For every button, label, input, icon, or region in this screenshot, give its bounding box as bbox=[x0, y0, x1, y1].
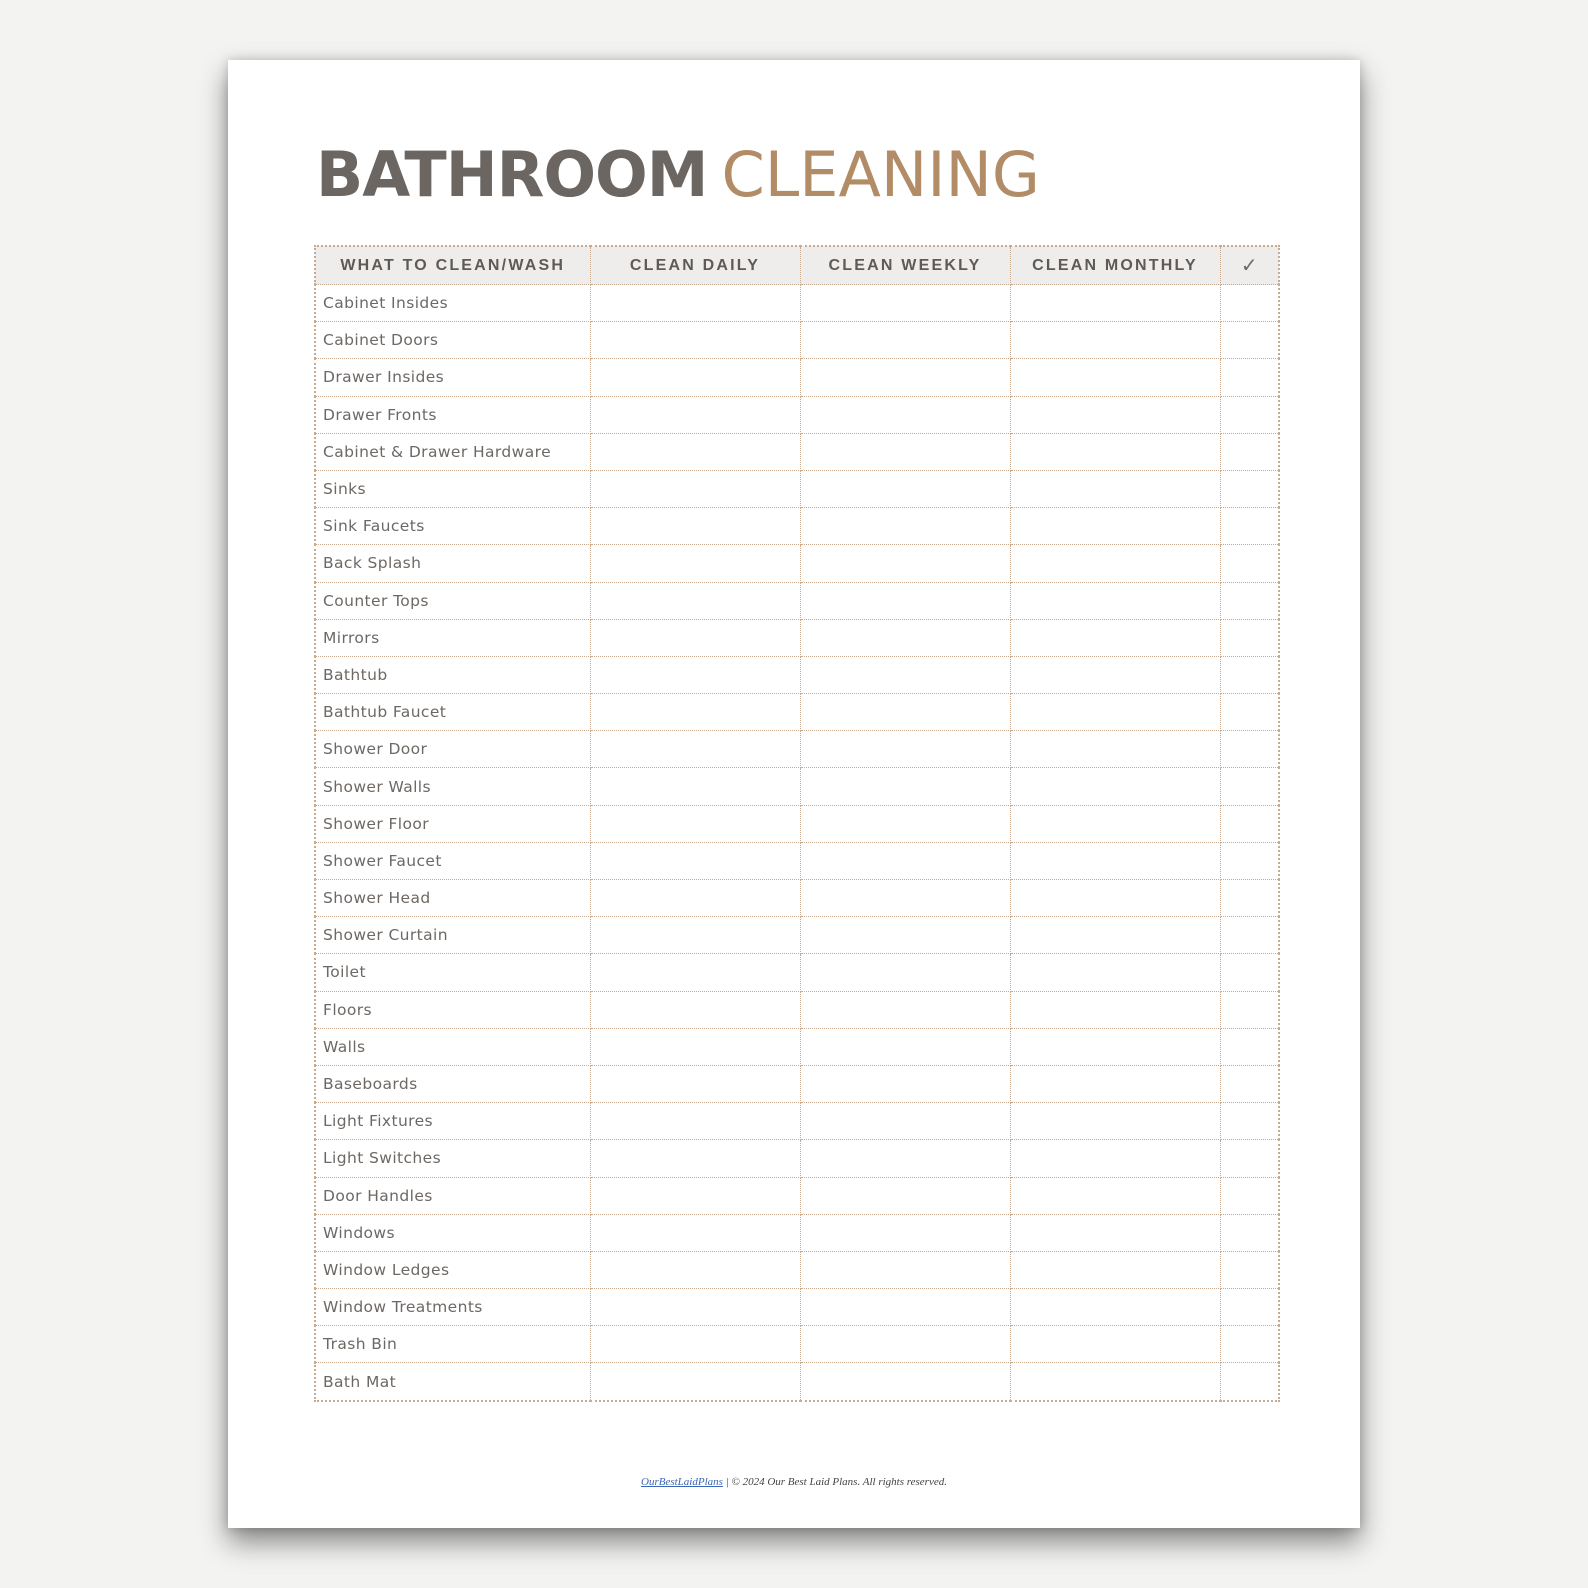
table-row bbox=[315, 508, 1279, 545]
row-item-label: Shower Faucet bbox=[315, 842, 590, 879]
monthly-cell[interactable] bbox=[1010, 917, 1220, 954]
row-item-label: Back Splash bbox=[315, 545, 590, 582]
check-cell[interactable] bbox=[1220, 731, 1279, 768]
table-row bbox=[315, 1177, 1279, 1214]
check-cell[interactable] bbox=[1220, 1363, 1279, 1401]
weekly-cell[interactable] bbox=[800, 1363, 1010, 1401]
daily-cell[interactable] bbox=[590, 1028, 800, 1065]
daily-cell[interactable] bbox=[590, 1065, 800, 1102]
check-cell[interactable] bbox=[1220, 433, 1279, 470]
weekly-cell[interactable] bbox=[800, 656, 1010, 693]
monthly-cell[interactable] bbox=[1010, 1140, 1220, 1177]
row-item-label: Door Handles bbox=[315, 1177, 590, 1214]
monthly-cell[interactable] bbox=[1010, 1103, 1220, 1140]
monthly-cell[interactable] bbox=[1010, 285, 1220, 322]
monthly-cell[interactable] bbox=[1010, 470, 1220, 507]
check-cell[interactable] bbox=[1220, 1140, 1279, 1177]
row-item-label: Window Ledges bbox=[315, 1251, 590, 1288]
title-word-cleaning: CLEANING bbox=[721, 138, 1040, 211]
weekly-cell[interactable] bbox=[800, 917, 1010, 954]
daily-cell[interactable] bbox=[590, 805, 800, 842]
weekly-cell[interactable] bbox=[800, 768, 1010, 805]
daily-cell[interactable] bbox=[590, 1363, 800, 1401]
check-cell[interactable] bbox=[1220, 1289, 1279, 1326]
daily-cell[interactable] bbox=[590, 433, 800, 470]
row-item-label: Cabinet Insides bbox=[315, 285, 590, 322]
monthly-cell[interactable] bbox=[1010, 805, 1220, 842]
check-cell[interactable] bbox=[1220, 359, 1279, 396]
daily-cell[interactable] bbox=[590, 917, 800, 954]
weekly-cell[interactable] bbox=[800, 1251, 1010, 1288]
table-row bbox=[315, 731, 1279, 768]
row-item-label: Shower Walls bbox=[315, 768, 590, 805]
monthly-cell[interactable] bbox=[1010, 842, 1220, 879]
weekly-cell[interactable] bbox=[800, 470, 1010, 507]
table-row bbox=[315, 656, 1279, 693]
table-body bbox=[315, 285, 1279, 1401]
weekly-cell[interactable] bbox=[800, 396, 1010, 433]
monthly-cell[interactable] bbox=[1010, 1251, 1220, 1288]
row-item-label: Bath Mat bbox=[315, 1363, 590, 1401]
check-cell[interactable] bbox=[1220, 880, 1279, 917]
row-item-label: Window Treatments bbox=[315, 1289, 590, 1326]
check-cell[interactable] bbox=[1220, 805, 1279, 842]
header-checkmark-icon: ✓ bbox=[1220, 246, 1279, 285]
row-item-label: Sinks bbox=[315, 470, 590, 507]
check-cell[interactable] bbox=[1220, 1214, 1279, 1251]
table-row bbox=[315, 322, 1279, 359]
weekly-cell[interactable] bbox=[800, 842, 1010, 879]
table-row bbox=[315, 1140, 1279, 1177]
check-cell[interactable] bbox=[1220, 842, 1279, 879]
check-cell[interactable] bbox=[1220, 470, 1279, 507]
weekly-cell[interactable] bbox=[800, 582, 1010, 619]
table-row bbox=[315, 359, 1279, 396]
daily-cell[interactable] bbox=[590, 582, 800, 619]
check-cell[interactable] bbox=[1220, 694, 1279, 731]
table-row bbox=[315, 1363, 1279, 1401]
weekly-cell[interactable] bbox=[800, 954, 1010, 991]
row-item-label: Light Switches bbox=[315, 1140, 590, 1177]
row-item-label: Floors bbox=[315, 991, 590, 1028]
weekly-cell[interactable] bbox=[800, 508, 1010, 545]
daily-cell[interactable] bbox=[590, 1214, 800, 1251]
weekly-cell[interactable] bbox=[800, 880, 1010, 917]
table-row bbox=[315, 285, 1279, 322]
table-row bbox=[315, 805, 1279, 842]
table-row bbox=[315, 842, 1279, 879]
check-cell[interactable] bbox=[1220, 768, 1279, 805]
weekly-cell[interactable] bbox=[800, 991, 1010, 1028]
check-cell[interactable] bbox=[1220, 1103, 1279, 1140]
daily-cell[interactable] bbox=[590, 508, 800, 545]
monthly-cell[interactable] bbox=[1010, 656, 1220, 693]
footer-separator: | © bbox=[722, 1476, 743, 1488]
row-item-label: Walls bbox=[315, 1028, 590, 1065]
check-cell[interactable] bbox=[1220, 285, 1279, 322]
daily-cell[interactable] bbox=[590, 1251, 800, 1288]
monthly-cell[interactable] bbox=[1010, 545, 1220, 582]
check-cell[interactable] bbox=[1220, 954, 1279, 991]
weekly-cell[interactable] bbox=[800, 433, 1010, 470]
daily-cell[interactable] bbox=[590, 619, 800, 656]
table-row bbox=[315, 991, 1279, 1028]
monthly-cell[interactable] bbox=[1010, 880, 1220, 917]
monthly-cell[interactable] bbox=[1010, 1326, 1220, 1363]
daily-cell[interactable] bbox=[590, 359, 800, 396]
weekly-cell[interactable] bbox=[800, 731, 1010, 768]
table-row bbox=[315, 1065, 1279, 1102]
monthly-cell[interactable] bbox=[1010, 1289, 1220, 1326]
row-item-label: Drawer Fronts bbox=[315, 396, 590, 433]
row-item-label: Cabinet & Drawer Hardware bbox=[315, 433, 590, 470]
table-row bbox=[315, 545, 1279, 582]
weekly-cell[interactable] bbox=[800, 1289, 1010, 1326]
row-item-label: Shower Floor bbox=[315, 805, 590, 842]
monthly-cell[interactable] bbox=[1010, 396, 1220, 433]
weekly-cell[interactable] bbox=[800, 1028, 1010, 1065]
daily-cell[interactable] bbox=[590, 768, 800, 805]
header-clean-daily: CLEAN DAILY bbox=[590, 246, 800, 285]
daily-cell[interactable] bbox=[590, 322, 800, 359]
table-header-row bbox=[315, 246, 1279, 285]
header-what-to-clean: WHAT TO CLEAN/WASH bbox=[315, 246, 590, 285]
daily-cell[interactable] bbox=[590, 694, 800, 731]
weekly-cell[interactable] bbox=[800, 545, 1010, 582]
table-row bbox=[315, 470, 1279, 507]
row-item-label: Shower Head bbox=[315, 880, 590, 917]
check-cell[interactable] bbox=[1220, 1177, 1279, 1214]
row-item-label: Baseboards bbox=[315, 1065, 590, 1102]
title-word-bathroom: BATHROOM bbox=[316, 138, 708, 211]
table-row bbox=[315, 1326, 1279, 1363]
row-item-label: Light Fixtures bbox=[315, 1103, 590, 1140]
table-row bbox=[315, 917, 1279, 954]
daily-cell[interactable] bbox=[590, 545, 800, 582]
weekly-cell[interactable] bbox=[800, 1326, 1010, 1363]
check-cell[interactable] bbox=[1220, 545, 1279, 582]
table-row bbox=[315, 1028, 1279, 1065]
check-cell[interactable] bbox=[1220, 656, 1279, 693]
page-title bbox=[316, 140, 1040, 211]
daily-cell[interactable] bbox=[590, 842, 800, 879]
check-cell[interactable] bbox=[1220, 1251, 1279, 1288]
daily-cell[interactable] bbox=[590, 1289, 800, 1326]
footer-copyright-text: 2024 Our Best Laid Plans. All rights reserved. bbox=[742, 1476, 947, 1488]
table-row bbox=[315, 396, 1279, 433]
row-item-label: Counter Tops bbox=[315, 582, 590, 619]
check-cell[interactable] bbox=[1220, 396, 1279, 433]
row-item-label: Shower Door bbox=[315, 731, 590, 768]
weekly-cell[interactable] bbox=[800, 1177, 1010, 1214]
table-row bbox=[315, 1251, 1279, 1288]
daily-cell[interactable] bbox=[590, 396, 800, 433]
check-cell[interactable] bbox=[1220, 582, 1279, 619]
copyright-footer bbox=[228, 1476, 1360, 1488]
row-item-label: Toilet bbox=[315, 954, 590, 991]
daily-cell[interactable] bbox=[590, 1177, 800, 1214]
table-row bbox=[315, 1214, 1279, 1251]
table-row bbox=[315, 768, 1279, 805]
row-item-label: Drawer Insides bbox=[315, 359, 590, 396]
table-row bbox=[315, 694, 1279, 731]
check-cell[interactable] bbox=[1220, 991, 1279, 1028]
header-clean-monthly: CLEAN MONTHLY bbox=[1010, 246, 1220, 285]
daily-cell[interactable] bbox=[590, 880, 800, 917]
row-item-label: Bathtub bbox=[315, 656, 590, 693]
check-cell[interactable] bbox=[1220, 322, 1279, 359]
monthly-cell[interactable] bbox=[1010, 322, 1220, 359]
weekly-cell[interactable] bbox=[800, 285, 1010, 322]
row-item-label: Cabinet Doors bbox=[315, 322, 590, 359]
daily-cell[interactable] bbox=[590, 470, 800, 507]
monthly-cell[interactable] bbox=[1010, 731, 1220, 768]
monthly-cell[interactable] bbox=[1010, 768, 1220, 805]
daily-cell[interactable] bbox=[590, 991, 800, 1028]
weekly-cell[interactable] bbox=[800, 805, 1010, 842]
daily-cell[interactable] bbox=[590, 954, 800, 991]
row-item-label: Bathtub Faucet bbox=[315, 694, 590, 731]
row-item-label: Mirrors bbox=[315, 619, 590, 656]
daily-cell[interactable] bbox=[590, 285, 800, 322]
monthly-cell[interactable] bbox=[1010, 1065, 1220, 1102]
monthly-cell[interactable] bbox=[1010, 359, 1220, 396]
monthly-cell[interactable] bbox=[1010, 1363, 1220, 1401]
weekly-cell[interactable] bbox=[800, 1065, 1010, 1102]
monthly-cell[interactable] bbox=[1010, 582, 1220, 619]
weekly-cell[interactable] bbox=[800, 359, 1010, 396]
weekly-cell[interactable] bbox=[800, 322, 1010, 359]
check-cell[interactable] bbox=[1220, 1326, 1279, 1363]
monthly-cell[interactable] bbox=[1010, 694, 1220, 731]
table-row bbox=[315, 954, 1279, 991]
row-item-label: Trash Bin bbox=[315, 1326, 590, 1363]
worksheet-page bbox=[228, 60, 1360, 1528]
table-row bbox=[315, 880, 1279, 917]
table-row bbox=[315, 619, 1279, 656]
check-cell[interactable] bbox=[1220, 1065, 1279, 1102]
daily-cell[interactable] bbox=[590, 731, 800, 768]
table-row bbox=[315, 582, 1279, 619]
monthly-cell[interactable] bbox=[1010, 1177, 1220, 1214]
row-item-label: Shower Curtain bbox=[315, 917, 590, 954]
table-row bbox=[315, 433, 1279, 470]
daily-cell[interactable] bbox=[590, 1326, 800, 1363]
footer-link[interactable]: OurBestLaidPlans bbox=[641, 1476, 723, 1488]
check-cell[interactable] bbox=[1220, 508, 1279, 545]
monthly-cell[interactable] bbox=[1010, 1214, 1220, 1251]
weekly-cell[interactable] bbox=[800, 1103, 1010, 1140]
monthly-cell[interactable] bbox=[1010, 1028, 1220, 1065]
check-cell[interactable] bbox=[1220, 917, 1279, 954]
cleaning-checklist-table bbox=[314, 245, 1280, 1402]
weekly-cell[interactable] bbox=[800, 694, 1010, 731]
monthly-cell[interactable] bbox=[1010, 991, 1220, 1028]
table-row bbox=[315, 1103, 1279, 1140]
weekly-cell[interactable] bbox=[800, 1140, 1010, 1177]
weekly-cell[interactable] bbox=[800, 1214, 1010, 1251]
monthly-cell[interactable] bbox=[1010, 508, 1220, 545]
monthly-cell[interactable] bbox=[1010, 954, 1220, 991]
daily-cell[interactable] bbox=[590, 1103, 800, 1140]
header-clean-weekly: CLEAN WEEKLY bbox=[800, 246, 1010, 285]
monthly-cell[interactable] bbox=[1010, 433, 1220, 470]
check-cell[interactable] bbox=[1220, 619, 1279, 656]
daily-cell[interactable] bbox=[590, 656, 800, 693]
table-row bbox=[315, 1289, 1279, 1326]
monthly-cell[interactable] bbox=[1010, 619, 1220, 656]
check-cell[interactable] bbox=[1220, 1028, 1279, 1065]
row-item-label: Sink Faucets bbox=[315, 508, 590, 545]
row-item-label: Windows bbox=[315, 1214, 590, 1251]
daily-cell[interactable] bbox=[590, 1140, 800, 1177]
weekly-cell[interactable] bbox=[800, 619, 1010, 656]
